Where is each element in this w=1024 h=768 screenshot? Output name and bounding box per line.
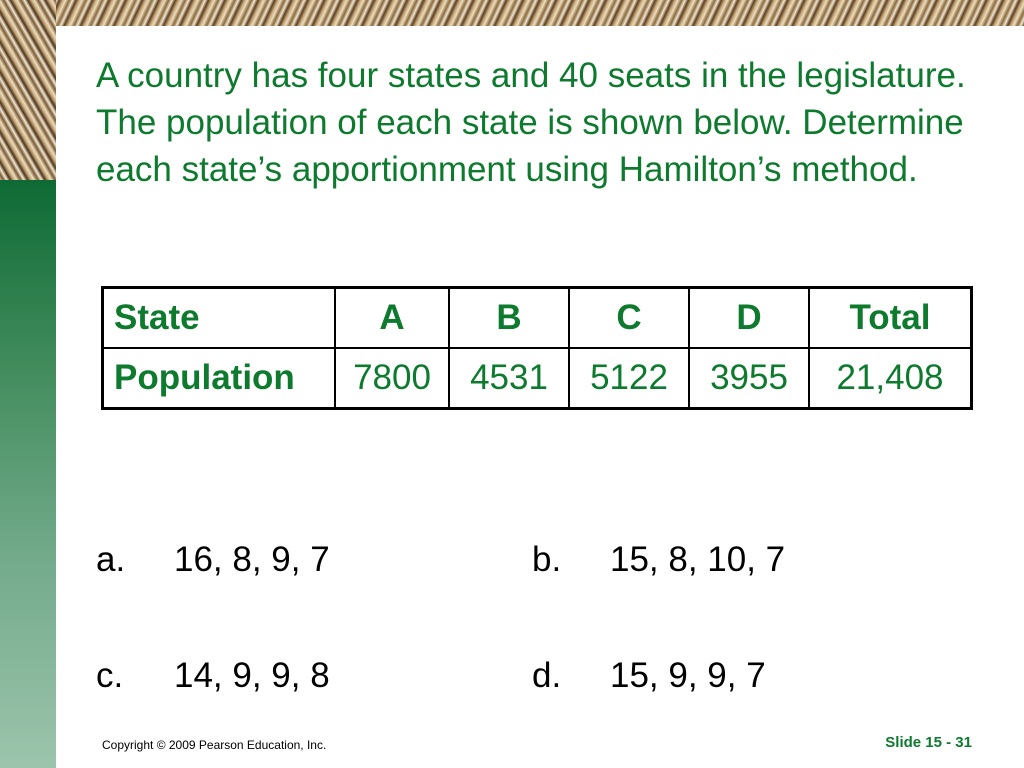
decorative-green-strip <box>0 180 56 768</box>
table-cell: 21,408 <box>809 348 972 409</box>
option-text: 14, 9, 9, 8 <box>174 656 330 695</box>
table-header-cell: B <box>449 288 569 349</box>
table-cell: 7800 <box>335 348 449 409</box>
answer-option-d[interactable] <box>532 656 766 696</box>
question-text: A country has four states and 40 seats in the legislature. The population of each state is shown below. Determine each state’s apportionment using Hamilton’s method. <box>96 56 966 189</box>
answer-option-a[interactable] <box>96 540 330 580</box>
table-header-cell: D <box>689 288 809 349</box>
population-table <box>101 286 973 410</box>
table-cell: 4531 <box>449 348 569 409</box>
option-letter: a. <box>96 540 126 579</box>
slide-content <box>56 26 1024 768</box>
table-header-cell: Total <box>809 288 972 349</box>
slide-number: Slide 15 - 31 <box>885 734 972 751</box>
answer-option-b[interactable] <box>532 540 785 580</box>
table-row <box>103 348 972 409</box>
option-letter: b. <box>532 540 562 579</box>
table-header-cell: State <box>103 288 336 349</box>
answer-option-c[interactable] <box>96 656 330 696</box>
option-text: 15, 8, 10, 7 <box>610 540 786 579</box>
decorative-marble-top-band <box>0 0 1024 26</box>
table-cell: 5122 <box>569 348 689 409</box>
option-text: 16, 8, 9, 7 <box>174 540 330 579</box>
option-text: 15, 9, 9, 7 <box>610 656 766 695</box>
option-letter: c. <box>96 656 124 695</box>
copyright-notice: Copyright © 2009 Pearson Education, Inc. <box>102 738 327 752</box>
table-header-row <box>103 288 972 349</box>
table-header-cell: A <box>335 288 449 349</box>
decorative-marble-left-band <box>0 0 56 180</box>
option-letter: d. <box>532 656 562 695</box>
table-cell: 3955 <box>689 348 809 409</box>
table-header-cell: C <box>569 288 689 349</box>
table-row-label: Population <box>103 348 336 409</box>
